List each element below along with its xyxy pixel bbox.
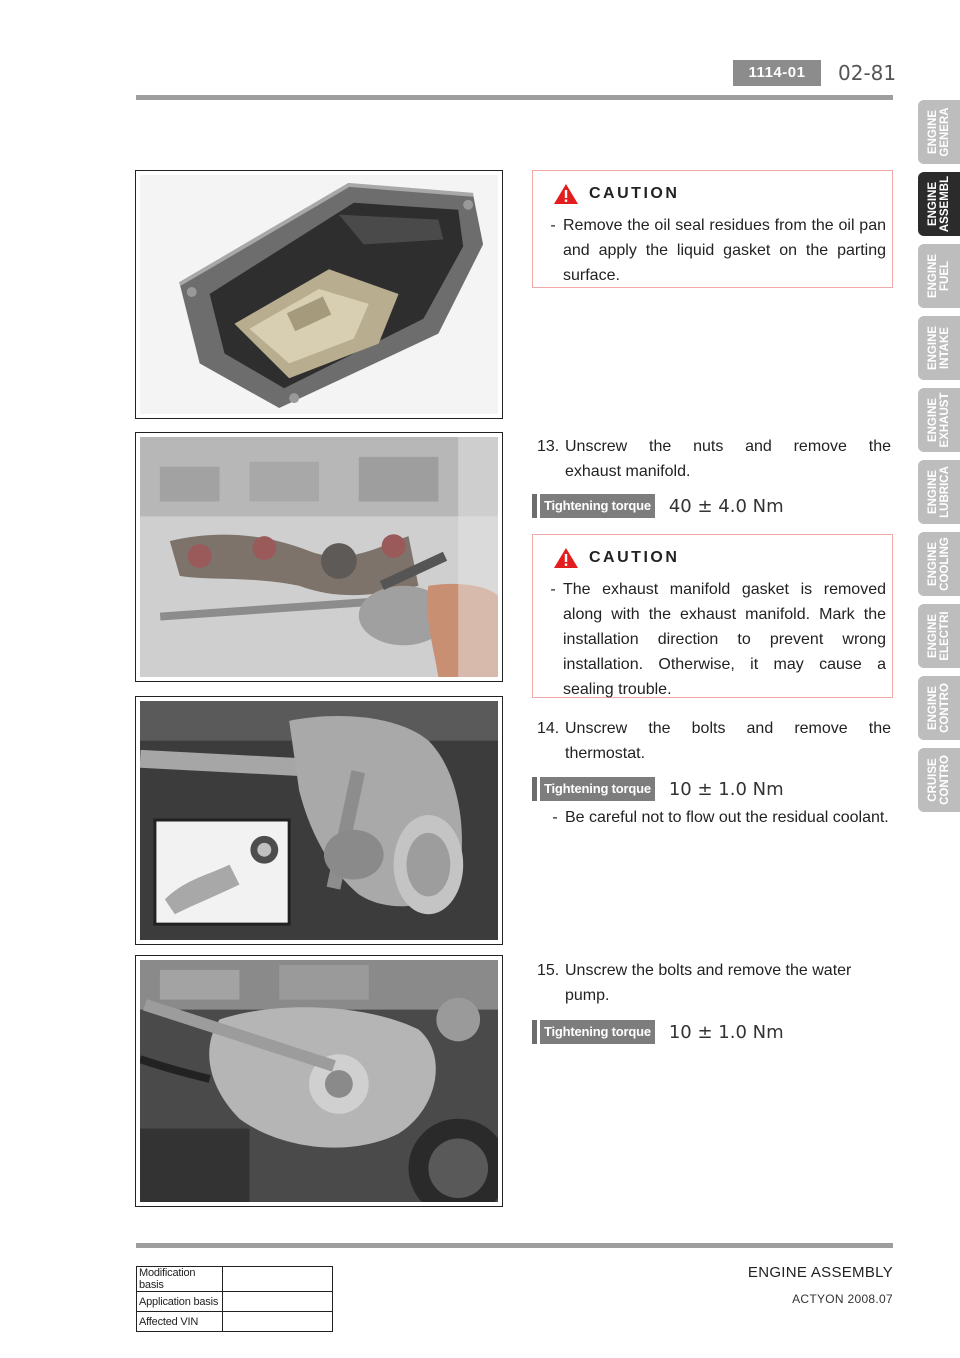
tab-engine-fuel[interactable]: ENGINE FUEL [918, 244, 960, 308]
tab-engine-cooling[interactable]: ENGINE COOLING [918, 532, 960, 596]
top-divider [136, 95, 893, 100]
torque-label: Tightening torque [540, 1020, 655, 1044]
exhaust-manifold-photo [135, 432, 503, 682]
warning-triangle-icon [553, 547, 579, 569]
tab-engine-lubrication[interactable]: ENGINE LUBRICA [918, 460, 960, 524]
caution-box-oil-seal: CAUTION - Remove the oil seal residues from the oil pan and apply the liquid gasket on the parting surface. [532, 170, 893, 288]
tab-engine-control[interactable]: ENGINE CONTRO [918, 676, 960, 740]
caution-title: CAUTION [589, 549, 680, 566]
thermostat-photo [135, 696, 503, 945]
step-13: 13. Unscrew the nuts and remove the exhaust manifold. [537, 438, 891, 480]
torque-step-15 [532, 1017, 784, 1047]
tab-engine-general[interactable]: ENGINE GENERA [918, 100, 960, 164]
caution-title: CAUTION [589, 185, 680, 202]
warning-triangle-icon [553, 183, 579, 205]
torque-value: 10 ± 1.0 Nm [668, 778, 784, 800]
table-row: Affected VIN [137, 1312, 333, 1332]
tab-cruise-control[interactable]: CRUISE CONTRO [918, 748, 960, 812]
step-14: 14. Unscrew the bolts and remove the thermostat. [537, 720, 891, 762]
modification-table [136, 1266, 333, 1332]
tab-engine-intake[interactable]: ENGINE INTAKE [918, 316, 960, 380]
torque-step-13 [532, 491, 784, 521]
step-15: 15. Unscrew the bolts and remove the water pump. [537, 962, 852, 1004]
tab-engine-assembly[interactable]: ENGINE ASSEMBL [918, 172, 960, 236]
section-code-badge: 1114-01 [733, 60, 821, 86]
caution-text: The exhaust manifold gasket is removed along with the exhaust manifold. Mark the installation direction to prevent wrong installation. Otherwise, it may cause a sealing trouble. [563, 581, 886, 698]
tab-engine-exhaust[interactable]: ENGINE EXHAUST [918, 388, 960, 452]
torque-step-14 [532, 774, 784, 804]
torque-value: 10 ± 1.0 Nm [668, 1021, 784, 1043]
footer-model: ACTYON 2008.07 [792, 1292, 893, 1306]
table-row: Application basis [137, 1292, 333, 1312]
torque-label: Tightening torque [540, 777, 655, 801]
page-number: 02-81 [838, 61, 897, 85]
table-row: Modification basis [137, 1267, 333, 1292]
torque-value: 40 ± 4.0 Nm [668, 495, 784, 517]
footer-section-title: ENGINE ASSEMBLY [747, 1264, 893, 1281]
torque-label: Tightening torque [540, 494, 655, 518]
tab-engine-electrical[interactable]: ENGINE ELECTRI [918, 604, 960, 668]
caution-text: Remove the oil seal residues from the oil pan and apply the liquid gasket on the parting surface. [563, 217, 886, 284]
step-14-note: - Be careful not to flow out the residual coolant. [552, 809, 889, 826]
water-pump-photo [135, 955, 503, 1207]
bottom-divider [136, 1243, 893, 1248]
oil-pan-photo [135, 170, 503, 419]
caution-box-gasket: CAUTION - The exhaust manifold gasket is removed along with the exhaust manifold. Mark the installation direction to prevent wrong installation. Otherwise, it may cause a sealing trouble. [532, 534, 893, 698]
